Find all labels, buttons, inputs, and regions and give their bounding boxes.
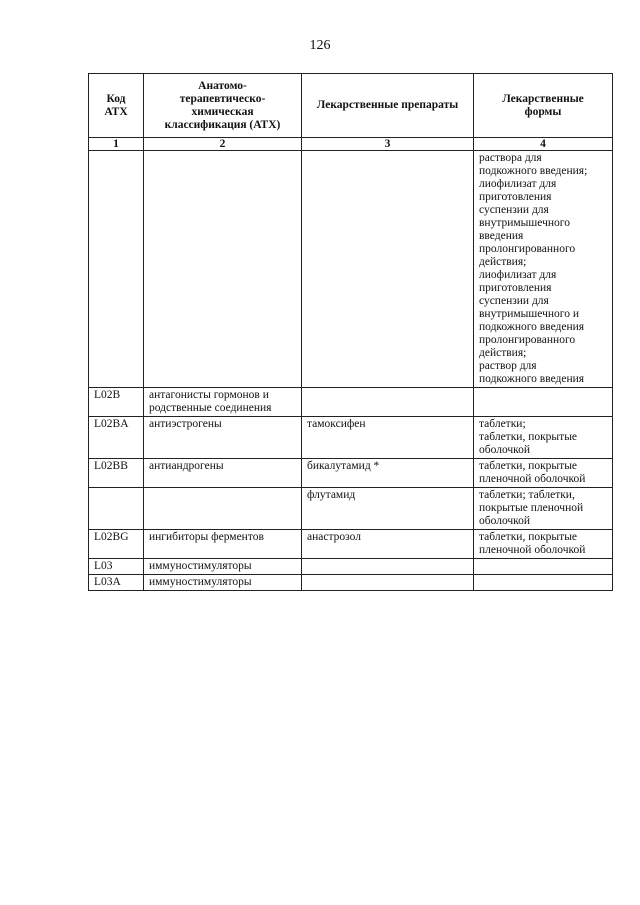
- column-number: 3: [302, 138, 474, 151]
- atc-code-cell: L02BB: [89, 459, 144, 488]
- table-row: [89, 459, 613, 488]
- dosage-form-cell: раствора для подкожного введения; лиофилизат для приготовления суспензии для внутримышечного введения пролонгированного действия; лиофилизат для приготовления суспензии для внутримышечного и подкожного введения пролонгированного действия; раствор для подкожного введения: [474, 151, 613, 388]
- atc-code-cell: [89, 151, 144, 388]
- column-number: 1: [89, 138, 144, 151]
- page-number: 126: [309, 38, 331, 53]
- atc-code-cell: L02BG: [89, 530, 144, 559]
- dosage-form-cell: [474, 388, 613, 417]
- atc-classification-cell: иммуностимуляторы: [144, 559, 302, 575]
- drug-cell: бикалутамид *: [302, 459, 474, 488]
- column-number-row: [89, 138, 613, 151]
- drug-cell: [302, 151, 474, 388]
- table-row: [89, 417, 613, 459]
- atc-code-cell: L03A: [89, 575, 144, 591]
- dosage-form-cell: таблетки, покрытые пленочной оболочкой: [474, 459, 613, 488]
- header-atc-classification: Анатомо- терапевтическо- химическая классификация (АТХ): [144, 74, 302, 138]
- atc-classification-cell: антиандрогены: [144, 459, 302, 488]
- dosage-form-cell: [474, 575, 613, 591]
- atc-classification-cell: [144, 151, 302, 388]
- atc-code-cell: L03: [89, 559, 144, 575]
- atc-code-cell: [89, 488, 144, 530]
- header-row: [89, 74, 613, 138]
- drug-cell: тамоксифен: [302, 417, 474, 459]
- atc-code-cell: L02BA: [89, 417, 144, 459]
- atc-classification-cell: иммуностимуляторы: [144, 575, 302, 591]
- dosage-form-cell: таблетки, покрытые пленочной оболочкой: [474, 530, 613, 559]
- drug-table: [88, 73, 613, 591]
- table-row: [89, 530, 613, 559]
- table-row: [89, 151, 613, 388]
- column-number: 2: [144, 138, 302, 151]
- drug-cell: флутамид: [302, 488, 474, 530]
- table-row: [89, 488, 613, 530]
- table-row: [89, 575, 613, 591]
- column-number: 4: [474, 138, 613, 151]
- drug-cell: [302, 388, 474, 417]
- atc-classification-cell: антагонисты гормонов и родственные соединения: [144, 388, 302, 417]
- header-dosage-forms: Лекарственные формы: [474, 74, 613, 138]
- drug-cell: [302, 575, 474, 591]
- table-row: [89, 559, 613, 575]
- atc-classification-cell: ингибиторы ферментов: [144, 530, 302, 559]
- table-body: [89, 151, 613, 591]
- table-row: [89, 388, 613, 417]
- drug-cell: анастрозол: [302, 530, 474, 559]
- atc-classification-cell: антиэстрогены: [144, 417, 302, 459]
- drug-cell: [302, 559, 474, 575]
- atc-code-cell: L02B: [89, 388, 144, 417]
- dosage-form-cell: [474, 559, 613, 575]
- dosage-form-cell: таблетки; таблетки, покрытые пленочной оболочкой: [474, 488, 613, 530]
- atc-classification-cell: [144, 488, 302, 530]
- header-drugs: Лекарственные препараты: [302, 74, 474, 138]
- dosage-form-cell: таблетки; таблетки, покрытые оболочкой: [474, 417, 613, 459]
- header-atc-code: Код АТХ: [89, 74, 144, 138]
